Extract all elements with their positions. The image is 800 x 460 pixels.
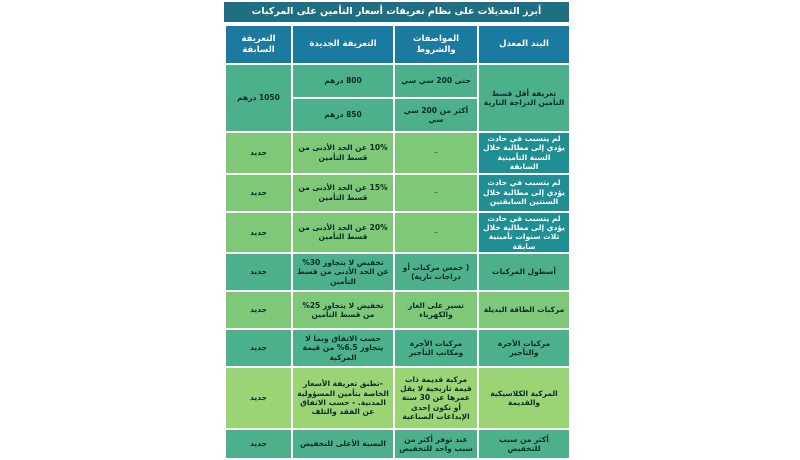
tariff-table — [224, 24, 571, 460]
row-previous-tariff: جديد — [226, 254, 291, 290]
header-item: البند المعدل — [479, 26, 569, 63]
row-previous-tariff: جديد — [226, 175, 291, 211]
row-conditions: – — [395, 175, 477, 211]
row-previous-tariff: جديد — [226, 430, 291, 458]
insurance-table-card — [224, 0, 569, 453]
row-conditions: – — [395, 213, 477, 253]
row-conditions: – — [395, 133, 477, 173]
row-previous-tariff: جديد — [226, 133, 291, 173]
row-conditions: مركبات الأجرة ومكاتب التأجير — [395, 330, 477, 366]
row-item: لم يتسبب في حادث يؤدي إلى مطالبة خلال ثلاث سنوات تأمينية سابقة — [479, 213, 569, 253]
row-new-tariff: النسبة الأعلى للتخفيض — [293, 430, 393, 458]
row-new-tariff: 850 درهم — [293, 99, 393, 131]
row-previous-tariff: جديد — [226, 330, 291, 366]
row-item: مركبات الأجرة والتأجير — [479, 330, 569, 366]
row-item: تعريفة أقل قسط التأمين الدراجة النارية — [479, 65, 569, 131]
table-row — [226, 175, 569, 211]
row-item: مركبات الطاقة البديلة — [479, 292, 569, 328]
table-row — [226, 254, 569, 290]
row-conditions: أكثر من 200 سي سي — [395, 99, 477, 131]
table-row — [226, 330, 569, 366]
row-new-tariff: 800 درهم — [293, 65, 393, 97]
row-new-tariff: 15% عن الحد الأدنى من قسط التأمين — [293, 175, 393, 211]
row-conditions: تسير على الغاز والكهرباء — [395, 292, 477, 328]
row-previous-tariff: جديد — [226, 368, 291, 428]
row-previous-tariff: جديد — [226, 213, 291, 253]
row-new-tariff: 10% عن الحد الأدنى من قسط التأمين — [293, 133, 393, 173]
header-previous-tariff: التعريفة السابقة — [226, 26, 291, 63]
table-row — [226, 65, 569, 97]
row-conditions: مركبة قديمة ذات قيمة تاريخية لا يقل عمرها عن 30 سنة أو تكون إحدى الإبداعات الصناعية — [395, 368, 477, 428]
row-previous-tariff: جديد — [226, 292, 291, 328]
row-item: لم يتسبب في حادث يؤدي إلى مطالبة خلال السنة التأمينية السابقة — [479, 133, 569, 173]
row-item: أسطول المركبات — [479, 254, 569, 290]
row-conditions: عند توفر أكثر من سبب واحد للتخفيض — [395, 430, 477, 458]
row-new-tariff: حسب الاتفاق وبما لا يتجاوز 6.5% من قيمة المركبة — [293, 330, 393, 366]
table-title: أبرز التعديلات على نظام تعريفات أسعار التأمين على المركبات — [224, 2, 569, 22]
row-new-tariff: -تطبق تعريفة الأسعار الخاصة بتأمين المسؤولية المدنية. - حسب الاتفاق عن الفقد والتلف — [293, 368, 393, 428]
table-row — [226, 430, 569, 458]
table-row — [226, 368, 569, 428]
row-conditions: ( خمس مركبات أو دراجات نارية) — [395, 254, 477, 290]
row-conditions: حتى 200 سي سي — [395, 65, 477, 97]
header-conditions: المواصفات والشروط — [395, 26, 477, 63]
row-new-tariff: تخفيض لا يتجاوز 30% عن الحد الأدنى من قسط التأمين — [293, 254, 393, 290]
row-new-tariff: تخفيض لا يتجاوز 25% من قسط التأمين — [293, 292, 393, 328]
table-row — [226, 292, 569, 328]
row-item: المركبة الكلاسيكية والقديمة — [479, 368, 569, 428]
row-item: لم يتسبب في حادث يؤدي إلى مطالبة خلال السنتين السابقتين — [479, 175, 569, 211]
header-new-tariff: التعريفة الجديدة — [293, 26, 393, 63]
row-item: أكثر من سبب للتخفيض — [479, 430, 569, 458]
table-row — [226, 133, 569, 173]
table-row — [226, 213, 569, 253]
row-previous-tariff: 1050 درهم — [226, 65, 291, 131]
header-row — [226, 26, 569, 63]
row-new-tariff: 20% عن الحد الأدنى من قسط التأمين — [293, 213, 393, 253]
